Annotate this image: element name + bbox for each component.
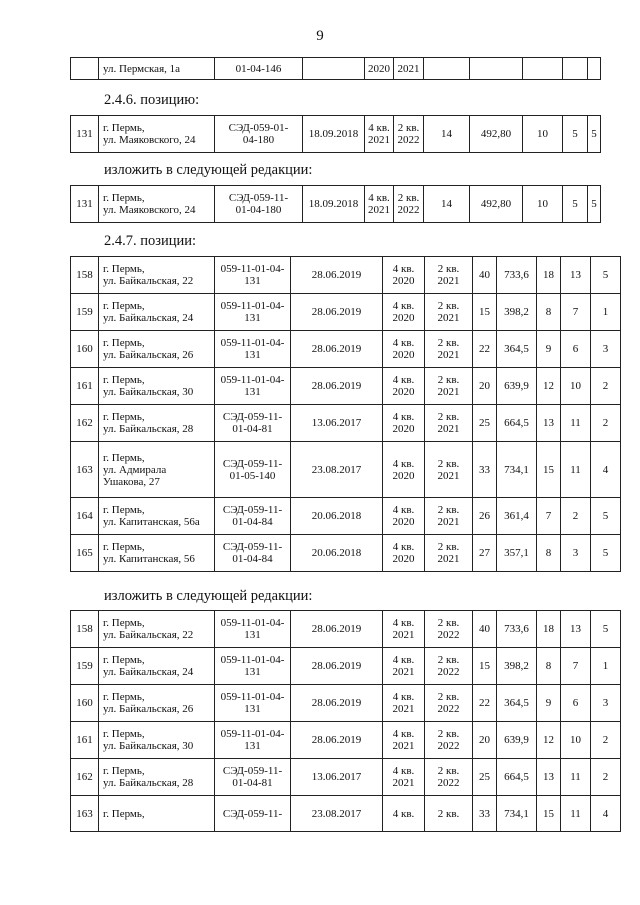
cell-col-11: 5: [588, 116, 601, 153]
cell-row-number: 159: [71, 648, 99, 685]
cell-col-10: 6: [561, 331, 591, 368]
section-247-new-table: [70, 610, 621, 832]
cell-col-11: 2: [591, 405, 621, 442]
cell-row-number: 162: [71, 405, 99, 442]
cell-start-quarter: 4 кв. 2020: [383, 405, 425, 442]
cell-start-quarter: 4 кв. 2021: [383, 648, 425, 685]
cell-document-date: 28.06.2019: [291, 685, 383, 722]
cell-col-10: 11: [561, 796, 591, 832]
cell-col-11: 5: [588, 186, 601, 223]
table-row: [71, 759, 621, 796]
cell-col-9: 7: [537, 498, 561, 535]
cell-document-date: 28.06.2019: [291, 648, 383, 685]
cell-document-date: 23.08.2017: [291, 442, 383, 498]
cell-document-date: 28.06.2019: [291, 611, 383, 648]
cell-start-quarter: 4 кв.: [383, 796, 425, 832]
cell-address: г. Пермь, ул. Байкальская, 24: [99, 294, 215, 331]
cell-address: г. Пермь, ул. Байкальская, 22: [99, 611, 215, 648]
cell-col-7: 40: [473, 611, 497, 648]
cell-col-11: 4: [591, 442, 621, 498]
cell-area: 361,4: [497, 498, 537, 535]
cell-row-number: 161: [71, 722, 99, 759]
section-246-old-table: [70, 115, 601, 153]
cell-end-quarter: 2 кв. 2022: [425, 685, 473, 722]
cell-end-quarter: 2 кв. 2021: [425, 331, 473, 368]
cell-row-number: 163: [71, 442, 99, 498]
cell-row-number: 158: [71, 257, 99, 294]
cell-address: г. Пермь, ул. Капитанская, 56: [99, 535, 215, 572]
table-row: [71, 58, 601, 80]
cell-start-quarter: 4 кв. 2020: [383, 498, 425, 535]
section-246-new-caption: изложить в следующей редакции:: [104, 162, 313, 178]
cell-col-9: 8: [537, 648, 561, 685]
cell-col-10: 5: [563, 186, 588, 223]
cell-col-7: 15: [473, 294, 497, 331]
cell-address: г. Пермь, ул. Байкальская, 22: [99, 257, 215, 294]
cell-col-11: 4: [591, 796, 621, 832]
cell-col-10: 2: [561, 498, 591, 535]
cell-document-number: СЭД-059-11- 01-04-81: [215, 405, 291, 442]
cell-col-10: 6: [561, 685, 591, 722]
cell-col-7: 14: [424, 186, 470, 223]
cell-col-9: 15: [537, 442, 561, 498]
cell-document-number: 01-04-146: [215, 58, 303, 80]
table-row: [71, 611, 621, 648]
cell-document-number: 059-11-01-04- 131: [215, 368, 291, 405]
cell-area: 492,80: [470, 186, 523, 223]
cell-address: г. Пермь, ул. Маяковского, 24: [99, 186, 215, 223]
cell-start-quarter: 4 кв. 2020: [383, 535, 425, 572]
cell-col-10: 7: [561, 294, 591, 331]
table-row: [71, 294, 621, 331]
cell-col-7: 14: [424, 116, 470, 153]
cell-document-number: СЭД-059-11- 01-05-140: [215, 442, 291, 498]
cell-col-7: 26: [473, 498, 497, 535]
cell-col-11: 3: [591, 331, 621, 368]
cell-document-date: [303, 58, 365, 80]
cell-col-7: 27: [473, 535, 497, 572]
cell-row-number: 165: [71, 535, 99, 572]
cell-area: 733,6: [497, 257, 537, 294]
cell-col-9: 13: [537, 405, 561, 442]
cell-col-11: 2: [591, 759, 621, 796]
cell-col-9: 12: [537, 368, 561, 405]
cell-col-9: 8: [537, 294, 561, 331]
cell-col-11: 1: [591, 648, 621, 685]
cell-document-number: 059-11-01-04- 131: [215, 648, 291, 685]
cell-end-quarter: 2 кв.: [425, 796, 473, 832]
cell-row-number: 131: [71, 116, 99, 153]
cell-col-7: 20: [473, 722, 497, 759]
cell-document-number: СЭД-059-01- 04-180: [215, 116, 303, 153]
cell-document-date: 20.06.2018: [291, 498, 383, 535]
cell-col-11: 5: [591, 611, 621, 648]
cell-address: г. Пермь, ул. Байкальская, 30: [99, 368, 215, 405]
cell-end-quarter: 2 кв. 2021: [425, 535, 473, 572]
cell-end-quarter: 2021: [394, 58, 424, 80]
cell-col-7: 25: [473, 759, 497, 796]
cell-col-10: 3: [561, 535, 591, 572]
cell-document-date: 13.06.2017: [291, 759, 383, 796]
cell-start-quarter: 4 кв. 2020: [383, 257, 425, 294]
table-row: [71, 442, 621, 498]
cell-row-number: [71, 58, 99, 80]
cell-address: г. Пермь, ул. Капитанская, 56а: [99, 498, 215, 535]
cell-start-quarter: 4 кв. 2021: [383, 685, 425, 722]
top-continuation-table: [70, 57, 601, 80]
cell-address: г. Пермь, ул. Байкальская, 26: [99, 685, 215, 722]
cell-col-9: 12: [537, 722, 561, 759]
cell-area: 639,9: [497, 722, 537, 759]
cell-address: г. Пермь, ул. Байкальская, 26: [99, 331, 215, 368]
cell-address: г. Пермь, ул. Байкальская, 28: [99, 405, 215, 442]
cell-col-9: 10: [523, 116, 563, 153]
cell-row-number: 160: [71, 331, 99, 368]
cell-col-11: 2: [591, 368, 621, 405]
cell-end-quarter: 2 кв. 2022: [425, 759, 473, 796]
table-row: [71, 368, 621, 405]
cell-end-quarter: 2 кв. 2022: [425, 648, 473, 685]
cell-col-10: 5: [563, 116, 588, 153]
cell-col-9: 18: [537, 611, 561, 648]
cell-col-7: [424, 58, 470, 80]
cell-col-10: 11: [561, 442, 591, 498]
cell-row-number: 160: [71, 685, 99, 722]
cell-area: 734,1: [497, 796, 537, 832]
cell-col-7: 40: [473, 257, 497, 294]
table-row: [71, 685, 621, 722]
cell-row-number: 159: [71, 294, 99, 331]
cell-col-11: 5: [591, 498, 621, 535]
cell-address: ул. Пермская, 1а: [99, 58, 215, 80]
cell-area: 357,1: [497, 535, 537, 572]
cell-area: 398,2: [497, 294, 537, 331]
cell-address: г. Пермь, ул. Маяковского, 24: [99, 116, 215, 153]
cell-document-number: 059-11-01-04- 131: [215, 331, 291, 368]
cell-col-11: 1: [591, 294, 621, 331]
cell-end-quarter: 2 кв. 2022: [394, 186, 424, 223]
cell-document-date: 13.06.2017: [291, 405, 383, 442]
cell-end-quarter: 2 кв. 2021: [425, 257, 473, 294]
cell-address: г. Пермь, ул. Байкальская, 28: [99, 759, 215, 796]
cell-col-7: 33: [473, 442, 497, 498]
cell-document-number: 059-11-01-04- 131: [215, 294, 291, 331]
table-row: [71, 405, 621, 442]
cell-document-date: 18.09.2018: [303, 116, 365, 153]
section-246-caption: 2.4.6. позицию:: [104, 92, 200, 108]
cell-col-9: 10: [523, 186, 563, 223]
cell-start-quarter: 4 кв. 2021: [365, 116, 394, 153]
cell-start-quarter: 4 кв. 2021: [383, 722, 425, 759]
cell-area: 733,6: [497, 611, 537, 648]
cell-col-10: 7: [561, 648, 591, 685]
cell-col-9: 9: [537, 331, 561, 368]
cell-end-quarter: 2 кв. 2022: [394, 116, 424, 153]
cell-col-11: 3: [591, 685, 621, 722]
cell-col-7: 22: [473, 685, 497, 722]
cell-row-number: 161: [71, 368, 99, 405]
cell-document-number: СЭД-059-11- 01-04-84: [215, 498, 291, 535]
cell-document-number: 059-11-01-04- 131: [215, 611, 291, 648]
cell-document-number: СЭД-059-11- 01-04-84: [215, 535, 291, 572]
cell-col-7: 20: [473, 368, 497, 405]
cell-start-quarter: 4 кв. 2020: [383, 294, 425, 331]
cell-start-quarter: 4 кв. 2020: [383, 331, 425, 368]
cell-area: 364,5: [497, 685, 537, 722]
cell-col-7: 22: [473, 331, 497, 368]
cell-col-10: 10: [561, 722, 591, 759]
cell-col-10: [563, 58, 588, 80]
cell-document-number: 059-11-01-04- 131: [215, 685, 291, 722]
cell-document-date: 28.06.2019: [291, 331, 383, 368]
cell-col-9: 18: [537, 257, 561, 294]
cell-area: 364,5: [497, 331, 537, 368]
cell-col-10: 11: [561, 405, 591, 442]
cell-document-date: 20.06.2018: [291, 535, 383, 572]
cell-col-10: 13: [561, 257, 591, 294]
cell-start-quarter: 4 кв. 2021: [365, 186, 394, 223]
cell-area: 398,2: [497, 648, 537, 685]
cell-start-quarter: 4 кв. 2021: [383, 759, 425, 796]
cell-document-date: 28.06.2019: [291, 257, 383, 294]
table-row: [71, 498, 621, 535]
cell-document-date: 28.06.2019: [291, 368, 383, 405]
cell-col-10: 10: [561, 368, 591, 405]
cell-end-quarter: 2 кв. 2021: [425, 442, 473, 498]
cell-area: 734,1: [497, 442, 537, 498]
cell-document-number: СЭД-059-11-: [215, 796, 291, 832]
cell-col-11: 5: [591, 257, 621, 294]
cell-document-number: СЭД-059-11- 01-04-81: [215, 759, 291, 796]
section-247-caption: 2.4.7. позиции:: [104, 233, 197, 249]
section-247-old-table: [70, 256, 621, 572]
cell-col-7: 33: [473, 796, 497, 832]
cell-row-number: 164: [71, 498, 99, 535]
cell-end-quarter: 2 кв. 2021: [425, 368, 473, 405]
cell-start-quarter: 4 кв. 2021: [383, 611, 425, 648]
cell-end-quarter: 2 кв. 2021: [425, 294, 473, 331]
cell-col-11: 2: [591, 722, 621, 759]
cell-col-9: [523, 58, 563, 80]
cell-address: г. Пермь,: [99, 796, 215, 832]
cell-col-9: 15: [537, 796, 561, 832]
table-row: [71, 116, 601, 153]
cell-col-9: 8: [537, 535, 561, 572]
cell-area: 639,9: [497, 368, 537, 405]
cell-col-9: 9: [537, 685, 561, 722]
cell-end-quarter: 2 кв. 2022: [425, 611, 473, 648]
table-row: [71, 648, 621, 685]
cell-col-9: 13: [537, 759, 561, 796]
table-row: [71, 186, 601, 223]
cell-col-11: [588, 58, 601, 80]
cell-col-7: 25: [473, 405, 497, 442]
cell-area: 664,5: [497, 759, 537, 796]
cell-start-quarter: 4 кв. 2020: [383, 442, 425, 498]
table-row: [71, 331, 621, 368]
cell-end-quarter: 2 кв. 2021: [425, 498, 473, 535]
cell-document-date: 28.06.2019: [291, 722, 383, 759]
table-row: [71, 722, 621, 759]
cell-row-number: 163: [71, 796, 99, 832]
section-247-new-caption: изложить в следующей редакции:: [104, 588, 313, 604]
cell-area: 492,80: [470, 116, 523, 153]
cell-col-10: 13: [561, 611, 591, 648]
section-246-new-table: [70, 185, 601, 223]
table-row: [71, 257, 621, 294]
table-row: [71, 535, 621, 572]
cell-document-number: 059-11-01-04- 131: [215, 257, 291, 294]
table-row: [71, 796, 621, 832]
cell-document-date: 18.09.2018: [303, 186, 365, 223]
cell-address: г. Пермь, ул. Байкальская, 24: [99, 648, 215, 685]
cell-end-quarter: 2 кв. 2022: [425, 722, 473, 759]
cell-document-number: СЭД-059-11- 01-04-180: [215, 186, 303, 223]
cell-col-11: 5: [591, 535, 621, 572]
cell-col-7: 15: [473, 648, 497, 685]
cell-address: г. Пермь, ул. Адмирала Ушакова, 27: [99, 442, 215, 498]
cell-row-number: 162: [71, 759, 99, 796]
cell-row-number: 158: [71, 611, 99, 648]
page-number: 9: [316, 28, 324, 44]
cell-row-number: 131: [71, 186, 99, 223]
cell-document-number: 059-11-01-04- 131: [215, 722, 291, 759]
cell-start-quarter: 2020: [365, 58, 394, 80]
cell-address: г. Пермь, ул. Байкальская, 30: [99, 722, 215, 759]
cell-document-date: 23.08.2017: [291, 796, 383, 832]
cell-end-quarter: 2 кв. 2021: [425, 405, 473, 442]
cell-start-quarter: 4 кв. 2020: [383, 368, 425, 405]
cell-area: [470, 58, 523, 80]
cell-col-10: 11: [561, 759, 591, 796]
cell-document-date: 28.06.2019: [291, 294, 383, 331]
cell-area: 664,5: [497, 405, 537, 442]
